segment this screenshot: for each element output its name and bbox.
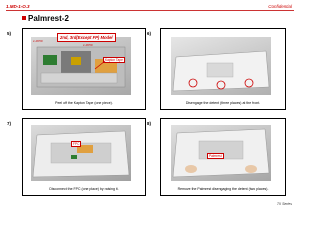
step-photo-7 <box>31 125 131 181</box>
model-sublabel-right: 1.2K5C <box>83 43 94 47</box>
step-panel-8 <box>147 118 286 196</box>
step-photo-6 <box>171 37 271 95</box>
title-bullet <box>22 16 26 20</box>
laptop-board-illustration <box>31 37 131 95</box>
laptop-palmrest-illustration <box>171 37 271 95</box>
document-id: 1.MD-1-O.3 <box>6 4 30 9</box>
step-panel-7 <box>7 118 146 196</box>
step-caption: Remove the Palmrest disengaging the detent (two places). <box>177 187 269 191</box>
step-number: 6) <box>147 31 152 36</box>
model-label: 2nd, 3rd(Except FP) Model <box>57 33 116 42</box>
callout-arrow <box>91 59 111 73</box>
model-sublabel-left: 1.2K5C <box>33 39 44 43</box>
kapton-tape-callout: Kapton Tape <box>105 58 123 62</box>
laptop-keyboard-illustration <box>31 125 131 181</box>
step-number: 7) <box>7 121 12 126</box>
step-photo-5 <box>31 37 131 95</box>
series-footer: 7X Series <box>276 202 292 206</box>
page-title: Palmrest-2 <box>28 14 69 23</box>
step-panel-5 <box>7 28 146 110</box>
confidential-label: Confidential <box>268 4 292 9</box>
step-caption: Peel off the Kapton Tape (one piece). <box>55 101 113 105</box>
header-divider <box>6 10 294 11</box>
step-number: 5) <box>7 31 12 36</box>
fpc-callout: FPC <box>73 142 80 146</box>
palmrest-callout: Palmrest <box>209 154 222 158</box>
step-caption: Disconnect the FPC (one place) by raising it. <box>49 187 119 191</box>
step-caption: Disengage the detent (three places) at the front. <box>185 101 261 105</box>
step-number: 8) <box>147 121 152 126</box>
step-panel-6 <box>147 28 286 110</box>
